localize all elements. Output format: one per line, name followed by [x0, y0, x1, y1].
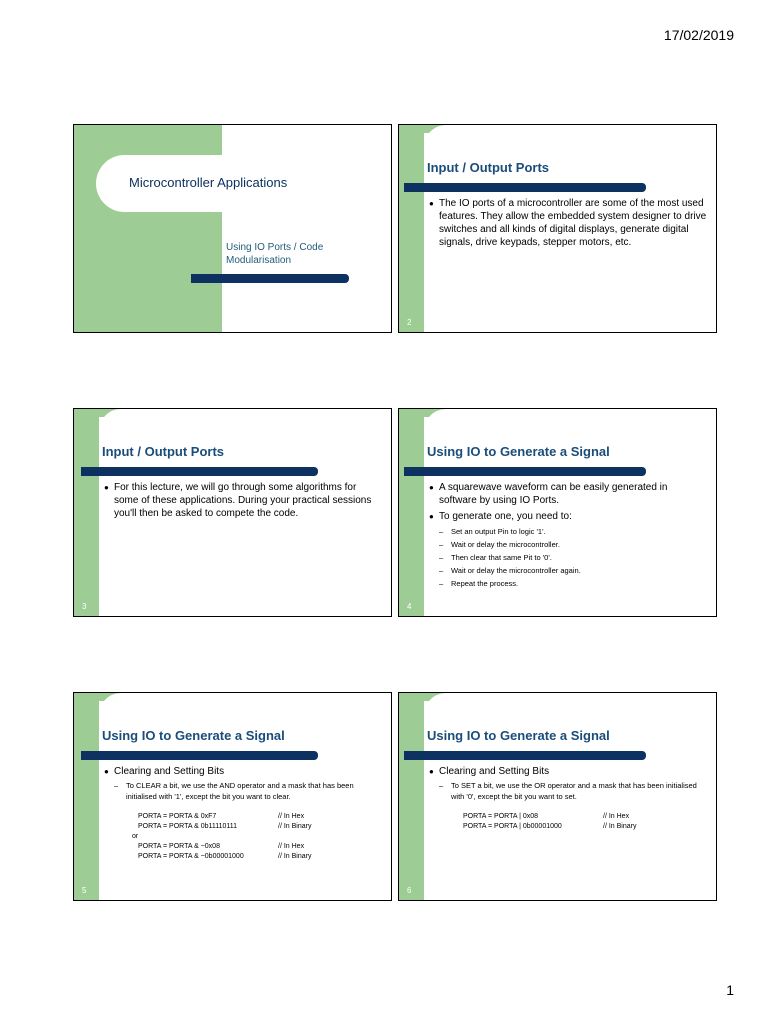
slide-corner — [99, 409, 391, 449]
slide-2 — [398, 124, 717, 333]
slide-content — [429, 197, 708, 249]
slide-title: Using IO to Generate a Signal — [427, 728, 610, 743]
bullet-item: ● Clearing and Setting Bits — [104, 765, 383, 778]
bullet-item: ● To generate one, you need to: — [429, 510, 708, 523]
slide-5 — [73, 692, 392, 901]
slide-title-bar — [404, 467, 646, 476]
bullet-item: ● Clearing and Setting Bits — [429, 765, 708, 778]
code-line: PORTA = PORTA & ~0b00001000 // In Binary — [138, 853, 312, 860]
sub-item: – Set an output Pin to logic '1'. — [429, 525, 708, 538]
slide-title-bar — [404, 751, 646, 760]
slide-number: 3 — [82, 602, 87, 611]
slide-title-bar — [81, 751, 318, 760]
bullet-item: ● For this lecture, we will go through some algorithms for some of these applications. During your practical sessions you'll then be asked to compete the code. — [104, 481, 383, 520]
slide-side-stripe — [399, 409, 424, 616]
sub-item: – To CLEAR a bit, we use the AND operator and a mask that has been initialised with '1', except the bit you want to clear. — [104, 780, 383, 802]
slide-number: 5 — [82, 886, 87, 895]
slide-content — [429, 481, 708, 590]
code-line: PORTA = PORTA & 0b11110111 // In Binary — [138, 823, 312, 830]
code-line: PORTA = PORTA | 0b00001000 // In Binary — [463, 823, 637, 830]
slide-title: Using IO to Generate a Signal — [427, 444, 610, 459]
slide-content — [104, 765, 383, 862]
sub-item: – Wait or delay the microcontroller. — [429, 538, 708, 551]
slide-corner — [424, 409, 716, 449]
print-date: 17/02/2019 — [663, 27, 734, 43]
code-line: PORTA = PORTA | 0x08 // In Hex — [463, 813, 630, 820]
code-line: PORTA = PORTA & ~0x08 // In Hex — [138, 843, 305, 850]
slide-side-stripe — [74, 409, 99, 616]
code-block — [429, 812, 708, 832]
sub-item: – Then clear that same Pit to '0'. — [429, 551, 708, 564]
page-number: 1 — [726, 982, 734, 998]
slide-title: Microcontroller Applications — [129, 175, 288, 190]
slide-number: 6 — [407, 886, 412, 895]
slide-6 — [398, 692, 717, 901]
slide-content — [429, 765, 708, 832]
slide-corner — [424, 125, 716, 165]
slide-title-bar — [81, 467, 318, 476]
code-line: PORTA = PORTA & 0xF7 // In Hex — [138, 813, 305, 820]
sub-list — [429, 525, 708, 590]
slide-content — [104, 481, 383, 520]
slide-number: 2 — [407, 318, 412, 327]
slide-4 — [398, 408, 717, 617]
slide-side-stripe — [399, 125, 424, 332]
slide-corner — [99, 693, 391, 733]
sub-item: – Wait or delay the microcontroller again. — [429, 564, 708, 577]
slide-accent-bar — [191, 274, 349, 283]
slide-title: Input / Output Ports — [102, 444, 225, 459]
slide-subtitle: Using IO Ports / Code Modularisation — [226, 242, 324, 266]
slide-side-stripe — [74, 693, 99, 900]
slide-3 — [73, 408, 392, 617]
slide-side-stripe — [399, 693, 424, 900]
slide-title-bar — [404, 183, 646, 192]
slide-1 — [73, 124, 392, 333]
bullet-item: ● A squarewave waveform can be easily generated in software by using IO Ports. — [429, 481, 708, 507]
code-or: or — [132, 833, 139, 840]
slide-number: 4 — [407, 602, 412, 611]
sub-item: – Repeat the process. — [429, 577, 708, 590]
sub-item: – To SET a bit, we use the OR operator and a mask that has been initialised with '0', except the bit you want to set. — [429, 780, 708, 802]
slide-title: Using IO to Generate a Signal — [102, 728, 285, 743]
slide-title: Input / Output Ports — [427, 160, 550, 175]
slide-corner — [424, 693, 716, 733]
bullet-item: ● The IO ports of a microcontroller are some of the most used features. They allow the embedded system designer to drive switches and all kinds of digital displays, generate digital signals, drive keypads, stepper motors, etc. — [429, 197, 708, 249]
code-block — [104, 812, 383, 862]
